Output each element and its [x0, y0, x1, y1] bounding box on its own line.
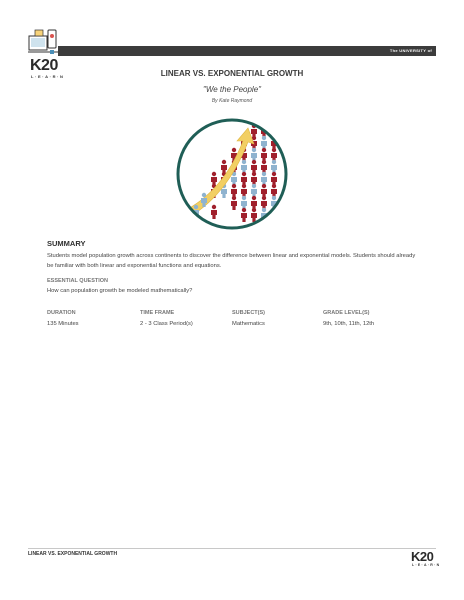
- essential-question-text: How can population growth be modeled mathematically?: [47, 288, 193, 294]
- duration-value: 135 Minutes: [47, 321, 79, 327]
- header-bar-text: The UNIVERSITY of: [389, 48, 432, 53]
- footer-logo-subtext: L·E·A·R·N: [412, 563, 441, 567]
- time-frame-value: 2 - 3 Class Period(s): [140, 321, 193, 327]
- summary-heading: SUMMARY: [47, 239, 86, 248]
- grade-levels-heading: GRADE LEVEL(S): [323, 310, 370, 316]
- subjects-heading: SUBJECT(S): [232, 310, 266, 316]
- population-growth-illustration: [174, 116, 290, 232]
- essential-question-heading: ESSENTIAL QUESTION: [47, 278, 109, 284]
- lesson-byline: By Kate Raymond: [211, 98, 253, 104]
- logo-text: K20: [30, 57, 58, 74]
- classroom-logo-icon: [28, 28, 58, 56]
- footer-divider: [28, 548, 436, 549]
- header-bar: [58, 46, 436, 56]
- duration-heading: DURATION: [47, 310, 76, 316]
- footer-logo-text: K20: [411, 549, 434, 564]
- subjects-value: Mathematics: [232, 321, 265, 327]
- footer-title: LINEAR VS. EXPONENTIAL GROWTH: [28, 551, 118, 557]
- summary-text: Students model population growth across continents to discover the difference between linear and exponential models. Students should already be familiar with both linear and exponential functions and equations.: [47, 253, 416, 269]
- logo-subtext: L·E·A·R·N: [31, 74, 65, 79]
- time-frame-heading: TIME FRAME: [140, 310, 175, 316]
- grade-levels-value: 9th, 10th, 11th, 12th: [323, 321, 375, 327]
- lesson-title: LINEAR VS. EXPONENTIAL GROWTH: [160, 69, 304, 78]
- lesson-subtitle: "We the People": [202, 85, 261, 94]
